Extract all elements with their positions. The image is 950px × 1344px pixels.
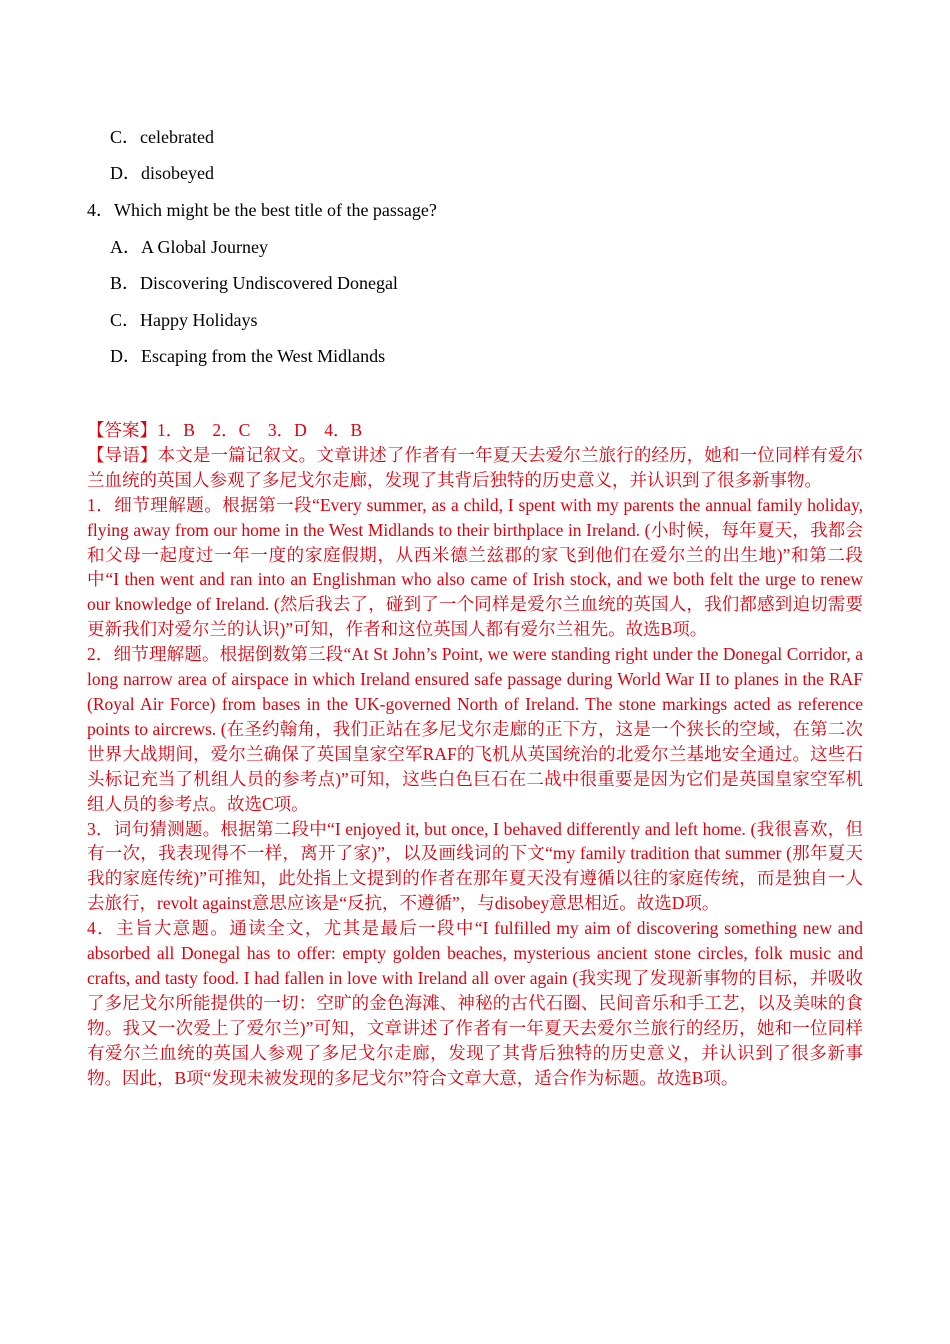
answer-key: 【答案】1．B 2．C 3．D 4．B xyxy=(87,420,363,440)
explanation-3: 3．词句猜测题。根据第二段中“I enjoyed it, but once, I behaved differently and left home. (我很喜欢，但有一次，我表现得不一样，离开了家)”，以及画线词的下文“my family tradition that summer (那年夏天我的家庭传统)”可推知，此处指上文提到的作者在那年夏天没有遵循以往的家庭传统，而是独自一人去旅行，revolt against意思应该是“反抗，不遵循”，与disobey意思相近。故选D项。 xyxy=(87,818,863,914)
option-4d: D．Escaping from the West Midlands xyxy=(110,346,386,366)
question-4-stem: 4．Which might be the best title of the passage? xyxy=(87,200,437,220)
option-4b: B．Discovering Undiscovered Donegal xyxy=(110,273,398,293)
answer-section xyxy=(87,418,863,1090)
explanation-2: 2．细节理解题。根据倒数第三段“At St John’s Point, we were standing right under the Donegal Corridor, a long narrow area of airspace in which Ireland ensured safe passage during World War II to planes in the RAF (Royal Air Force) from bases in the UK-governed North of Ireland. The stone markings acted as reference points to aircrews. (在圣约翰角，我们正站在多尼戈尔走廊的正下方，这是一个狭长的空域，在第二次世界大战期间，爱尔兰确保了英国皇家空军RAF的飞机从英国统治的北爱尔兰基地安全通过。这些石头标记充当了机组人员的参考点)”可知，这些白色巨石在二战中很重要是因为它们是英国皇家空军机组人员的参考点。故选C项。 xyxy=(87,644,863,814)
explanation-1: 1．细节理解题。根据第一段“Every summer, as a child, I spent with my parents the annual family holiday, flying away from our home in the West Midlands to their birthplace in Ireland. (小时候，每年夏天，我都会和父母一起度过一年一度的家庭假期，从西米德兰兹郡的家飞到他们在爱尔兰的出生地)”和第二段中“I then went and ran into an Englishman who also came of Irish stock, and we both felt the urge to renew our knowledge of Ireland. (然后我去了，碰到了一个同样是爱尔兰血统的英国人，我们都感到迫切需要更新我们对爱尔兰的认识)”可知，作者和这位英国人都有爱尔兰祖先。故选B项。 xyxy=(87,494,863,640)
option-3c: C．celebrated xyxy=(110,127,214,147)
explanation-4: 4．主旨大意题。通读全文，尤其是最后一段中“I fulfilled my aim of discovering something new and absorbed all Donegal has to offer: empty golden beaches, mysterious ancient stone circles, folk music and crafts, and tasty food. I had fallen in love with Ireland all over again (我实现了发现新事物的目标，并吸收了多尼戈尔所能提供的一切：空旷的金色海滩、神秘的古代石圈、民间音乐和手工艺，以及美味的食物。我又一次爱上了爱尔兰)”可知，文章讲述了作者有一年夏天去爱尔兰旅行的经历，她和一位同样有爱尔兰血统的英国人参观了多尼戈尔走廊，发现了其背后独特的历史意义，并认识到了很多新事物。因此，B项“发现未被发现的多尼戈尔”符合文章大意，适合作为标题。故选B项。 xyxy=(87,918,863,1088)
option-4c: C．Happy Holidays xyxy=(110,310,258,330)
option-4a: A．A Global Journey xyxy=(110,237,268,257)
answer-guide: 【导语】本文是一篇记叙文。文章讲述了作者有一年夏天去爱尔兰旅行的经历，她和一位同样有爱尔兰血统的英国人参观了多尼戈尔走廊，发现了其背后独特的历史意义，并认识到了很多新事物。 xyxy=(87,444,863,490)
option-3d: D．disobeyed xyxy=(110,163,214,183)
